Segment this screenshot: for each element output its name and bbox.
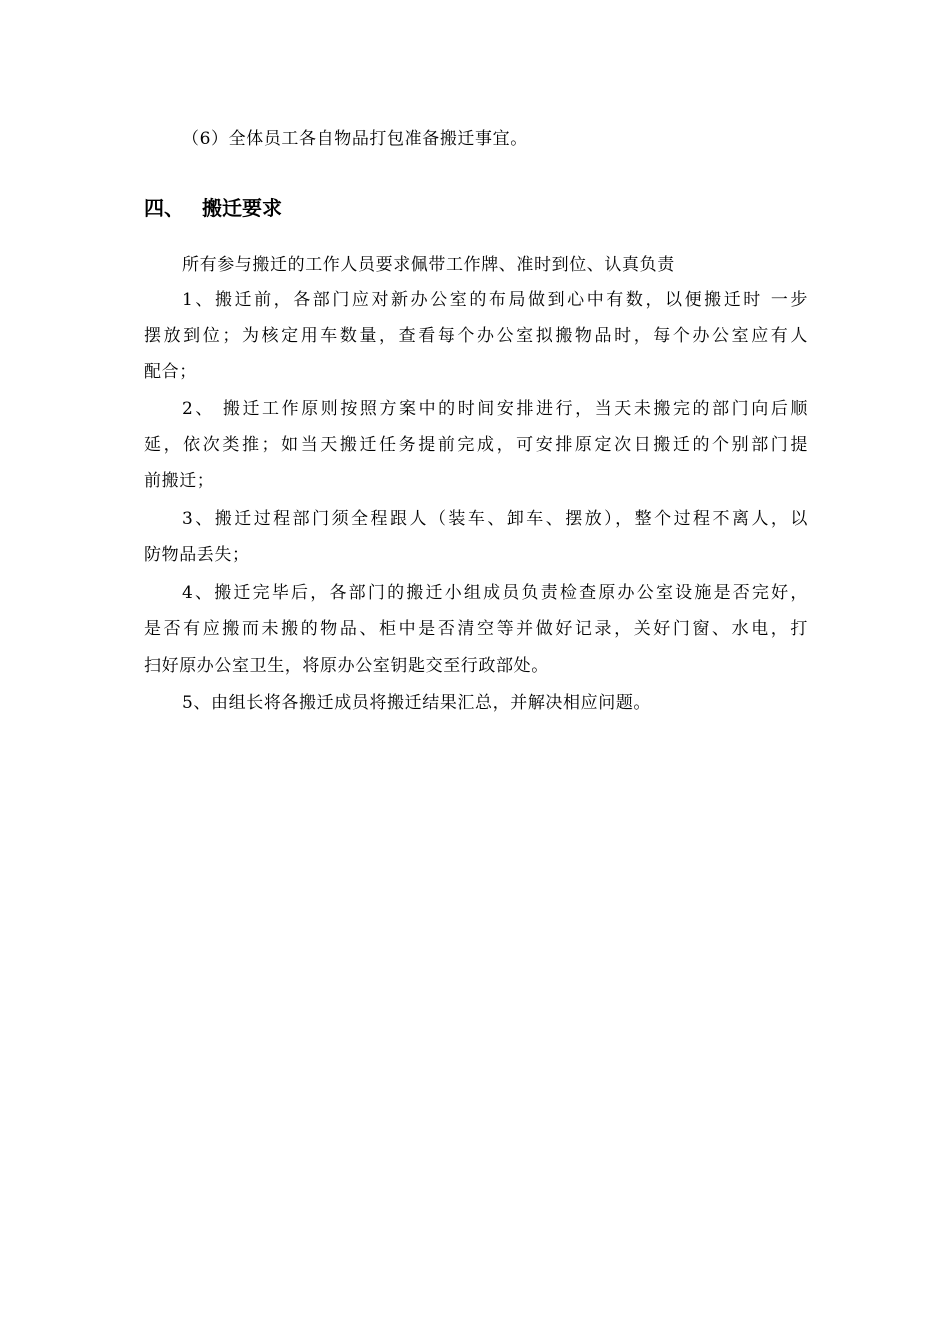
intro-text: 所有参与搬迁的工作人员要求佩带工作牌、准时到位、认真负责	[182, 255, 675, 275]
requirement-2-line-3: 前搬迁；	[144, 471, 215, 491]
requirement-4-line-1: 4、搬迁完毕后，各部门的搬迁小组成员负责检查原办公室设施是否完好，	[182, 583, 808, 603]
requirement-5-text: 5、由组长将各搬迁成员将搬迁结果汇总，并解决相应问题。	[182, 693, 652, 713]
requirement-3-line-1: 3、搬迁过程部门须全程跟人（装车、卸车、摆放），整个过程不离人，以	[182, 509, 808, 529]
section-number: 四、	[144, 196, 184, 220]
requirement-2-line-2: 延，依次类推；如当天搬迁任务提前完成，可安排原定次日搬迁的个别部门提	[144, 435, 808, 455]
item-6-text: （6）全体员工各自物品打包准备搬迁事宜。	[182, 129, 528, 149]
section-title: 搬迁要求	[202, 196, 282, 220]
requirement-3-line-2: 防物品丢失；	[144, 545, 250, 565]
requirement-1-line-2: 摆放到位；为核定用车数量，查看每个办公室拟搬物品时，每个办公室应有人	[144, 326, 808, 346]
requirement-1-line-3: 配合；	[144, 362, 197, 382]
requirement-2-line-1: 2、 搬迁工作原则按照方案中的时间安排进行，当天未搬完的部门向后顺	[182, 399, 808, 419]
requirement-4-line-3: 扫好原办公室卫生，将原办公室钥匙交至行政部处。	[144, 656, 549, 676]
requirement-4-line-2: 是否有应搬而未搬的物品、柜中是否清空等并做好记录，关好门窗、水电，打	[144, 619, 808, 639]
section-heading	[144, 196, 282, 220]
requirement-1-line-1: 1、搬迁前，各部门应对新办公室的布局做到心中有数，以便搬迁时 一步	[182, 290, 808, 310]
